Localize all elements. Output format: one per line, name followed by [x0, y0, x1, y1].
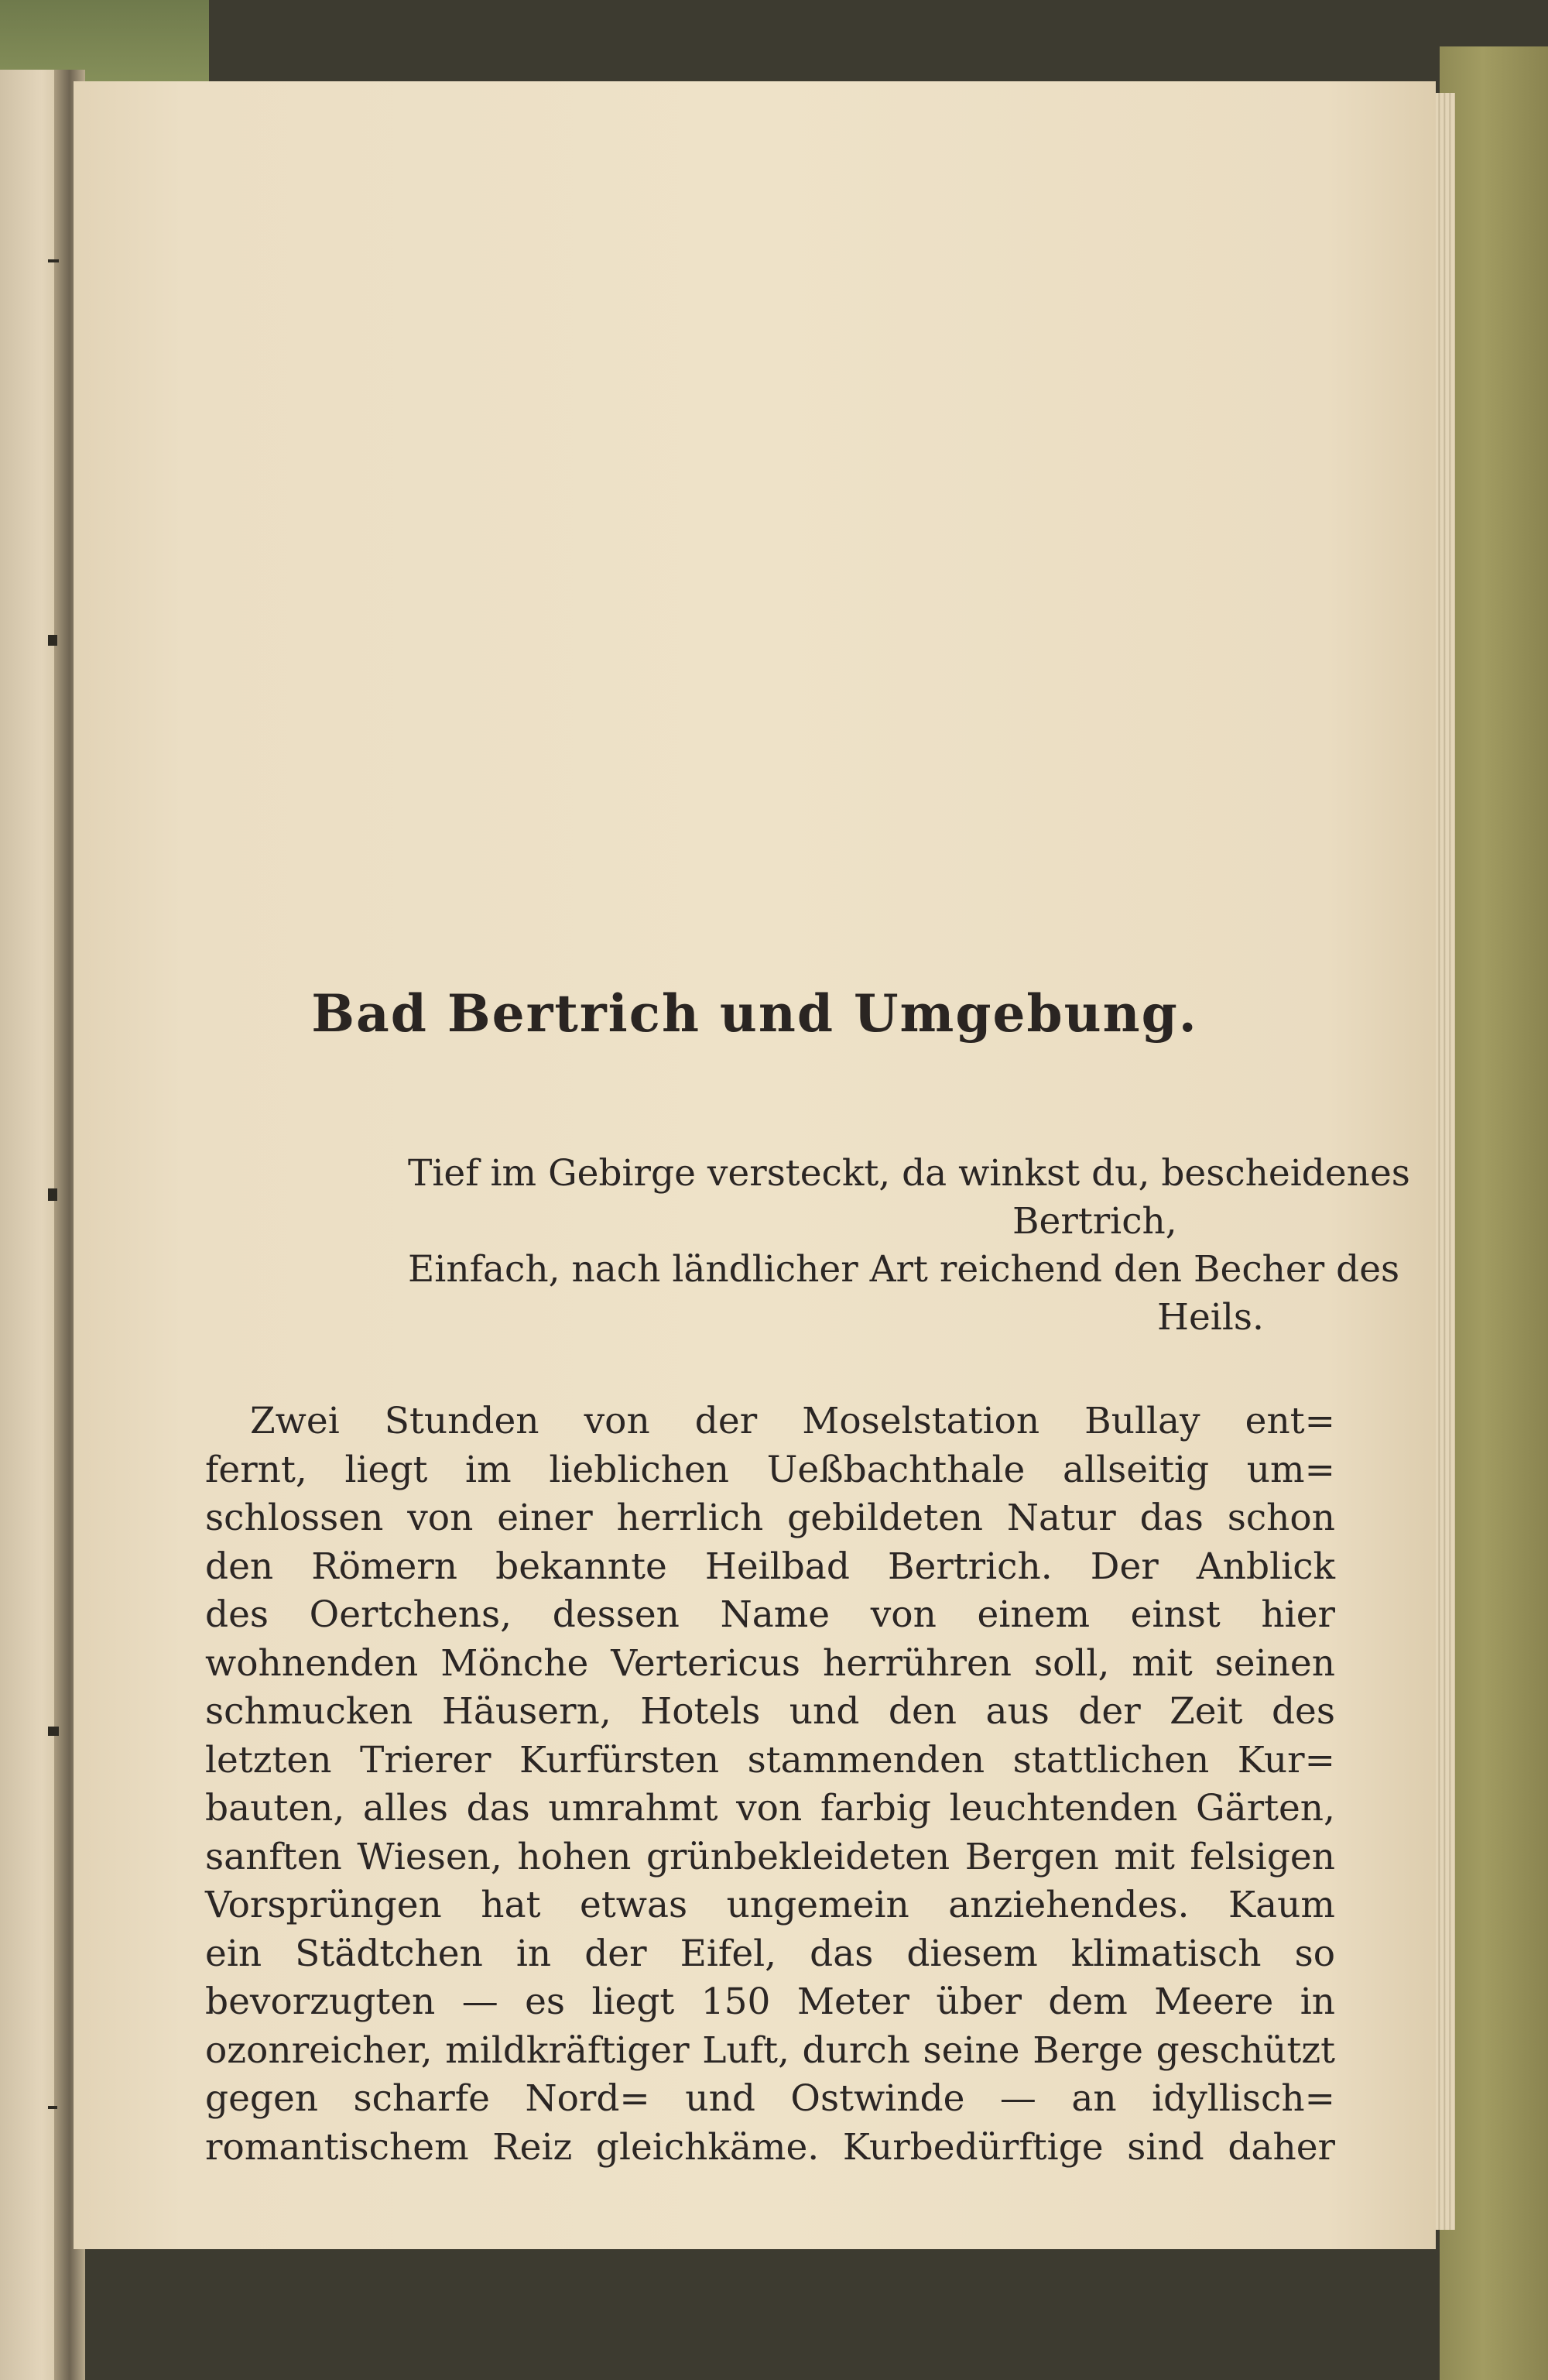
- text-line: sanften Wiesen, hohen grünbekleideten Bergen mit felsigen: [205, 1835, 1335, 1878]
- body-paragraph: [205, 1397, 1335, 2172]
- text-line: den Römern bekannte Heilbad Bertrich. Der Anblick: [205, 1545, 1335, 1588]
- text-line: fernt, liegt im lieblichen Ueßbachthale allseitig um=: [205, 1448, 1335, 1491]
- text-line: schlossen von einer herrlich gebildeten Natur das schon: [205, 1497, 1335, 1539]
- margin-mark: [48, 259, 59, 262]
- margin-mark: [48, 1727, 59, 1736]
- book-page: [74, 81, 1436, 2249]
- text-line: des Oertchens, dessen Name von einem einst hier: [205, 1593, 1335, 1636]
- text-line: romantischem Reiz gleichkäme. Kurbedürftige sind daher: [205, 2125, 1335, 2169]
- margin-mark: [48, 1188, 57, 1201]
- text-line: Vorsprüngen hat etwas ungemein anziehendes. Kaum: [205, 1884, 1335, 1926]
- margin-mark: [48, 2106, 57, 2109]
- text-line: ozonreicher, mildkräftiger Luft, durch seine Berge geschützt: [205, 2028, 1335, 2072]
- chapter-title: Bad Bertrich und Umgebung.: [311, 983, 1198, 1044]
- text-line: gegen scharfe Nord= und Ostwinde — an idyllisch=: [205, 2077, 1335, 2120]
- text-line: bevorzugten — es liegt 150 Meter über dem Meere in: [205, 1980, 1335, 2023]
- text-line: letzten Trierer Kurfürsten stammenden stattlichen Kur=: [205, 1738, 1335, 1782]
- book-cover-edge: [1440, 46, 1548, 2380]
- text-line: Zwei Stunden von der Moselstation Bullay ent=: [250, 1400, 1335, 1442]
- text-line: schmucken Häusern, Hotels und den aus der Zeit des: [205, 1690, 1335, 1733]
- motto-line: Heils.: [1157, 1296, 1264, 1339]
- text-line: bauten, alles das umrahmt von farbig leuchtenden Gärten,: [205, 1787, 1335, 1830]
- motto-line: Tief im Gebirge versteckt, da winkst du, bescheidenes: [408, 1152, 1410, 1195]
- text-line: ein Städtchen in der Eifel, das diesem klimatisch so: [205, 1932, 1335, 1975]
- motto-line: Bertrich,: [1012, 1200, 1177, 1243]
- motto-line: Einfach, nach ländlicher Art reichend den Becher des: [408, 1248, 1400, 1291]
- text-line: wohnenden Mönche Vertericus herrühren soll, mit seinen: [205, 1641, 1335, 1685]
- margin-mark: [48, 635, 57, 646]
